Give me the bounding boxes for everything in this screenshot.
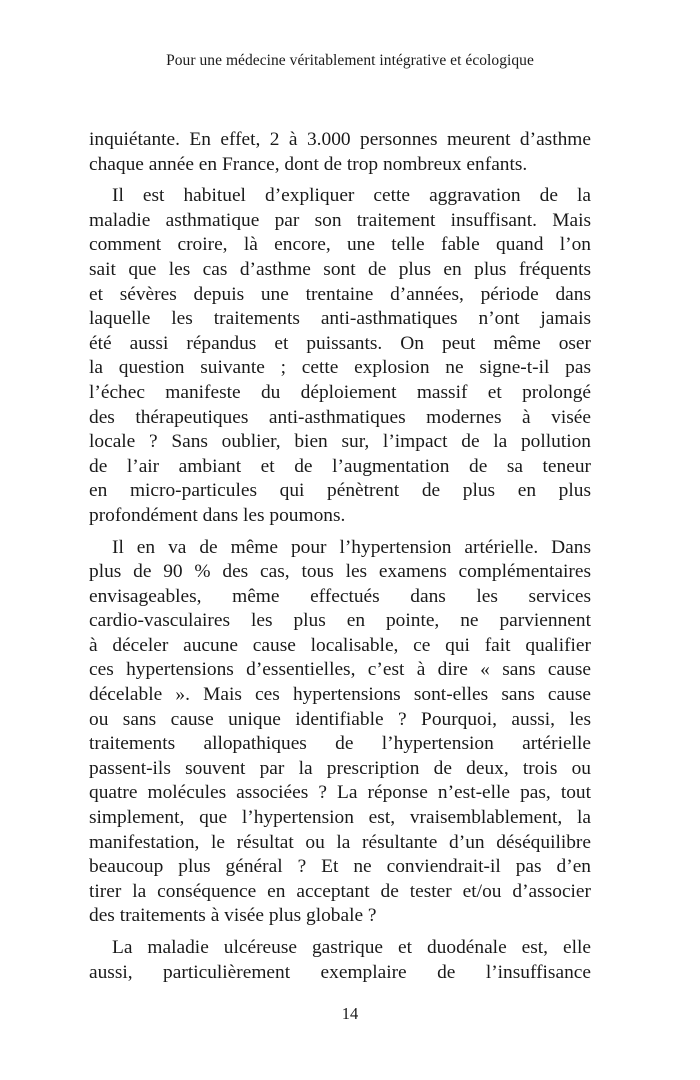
text-line: sait que les cas d’asthme sont de plus en plus fréquents bbox=[89, 258, 591, 280]
text-line: chaque année en France, dont de trop nombreux enfants. bbox=[89, 153, 528, 175]
text-line: aussi, particulièrement exemplaire de l’insuffisance bbox=[89, 961, 591, 983]
text-line: tirer la conséquence en acceptant de tester et/ou d’associer bbox=[89, 880, 591, 902]
text-line: et sévères depuis une trentaine d’années, période dans bbox=[89, 283, 591, 305]
text-line: profondément dans les poumons. bbox=[89, 504, 346, 526]
text-line: envisageables, même effectués dans les services bbox=[89, 585, 591, 607]
text-line: décelable ». Mais ces hypertensions sont-elles sans cause bbox=[89, 684, 591, 706]
text-line: traitements allopathiques de l’hypertension artérielle bbox=[89, 733, 591, 755]
text-line: plus de 90 % des cas, tous les examens complémentaires bbox=[89, 561, 591, 583]
paragraph bbox=[89, 128, 591, 177]
text-line: locale ? Sans oublier, bien sur, l’impact de la pollution bbox=[89, 431, 591, 453]
text-line: laquelle les traitements anti-asthmatiques n’ont jamais bbox=[89, 308, 591, 330]
text-line: à déceler aucune cause localisable, ce qui fait qualifier bbox=[89, 634, 591, 656]
text-line: des traitements à visée plus globale ? bbox=[89, 905, 377, 927]
text-line: Il en va de même pour l’hypertension artérielle. Dans bbox=[112, 536, 591, 558]
text-line: inquiétante. En effet, 2 à 3.000 personnes meurent d’asthme bbox=[89, 129, 591, 150]
running-header: Pour une médecine véritablement intégrative et écologique bbox=[166, 52, 534, 69]
page-number: 14 bbox=[341, 1004, 359, 1023]
page-body bbox=[89, 128, 591, 985]
text-line: Il est habituel d’expliquer cette aggravation de la bbox=[112, 185, 591, 207]
text-line: cardio-vasculaires les plus en pointe, ne parviennent bbox=[89, 610, 591, 632]
text-line: de l’air ambiant et de l’augmentation de sa teneur bbox=[89, 455, 591, 477]
text-line: été aussi répandus et puissants. On peut même oser bbox=[89, 332, 591, 354]
text-line: beaucoup plus général ? Et ne conviendrait-il pas d’en bbox=[89, 856, 591, 878]
paragraph bbox=[89, 936, 591, 985]
text-line: comment croire, là encore, une telle fable quand l’on bbox=[89, 234, 591, 256]
paragraph bbox=[89, 536, 591, 930]
text-line: l’échec manifeste du déploiement massif et prolongé bbox=[89, 381, 591, 403]
text-line: la question suivante ; cette explosion ne signe-t-il pas bbox=[89, 357, 591, 379]
text-line: simplement, que l’hypertension est, vraisemblablement, la bbox=[89, 807, 591, 829]
text-line: ces hypertensions d’essentielles, c’est à dire « sans cause bbox=[89, 659, 591, 681]
text-line: en micro-particules qui pénètrent de plus en plus bbox=[89, 480, 591, 502]
text-line: La maladie ulcéreuse gastrique et duodénale est, elle bbox=[112, 937, 591, 958]
text-line: maladie asthmatique par son traitement insuffisant. Mais bbox=[89, 209, 591, 231]
text-line: manifestation, le résultat ou la résultante d’un déséquilibre bbox=[89, 831, 591, 853]
paragraph bbox=[89, 184, 591, 528]
text-line: ou sans cause unique identifiable ? Pourquoi, aussi, les bbox=[89, 708, 591, 730]
text-line: quatre molécules associées ? La réponse n’est-elle pas, tout bbox=[89, 782, 591, 804]
text-line: passent-ils souvent par la prescription de deux, trois ou bbox=[89, 757, 591, 779]
text-line: des thérapeutiques anti-asthmatiques modernes à visée bbox=[89, 406, 591, 428]
